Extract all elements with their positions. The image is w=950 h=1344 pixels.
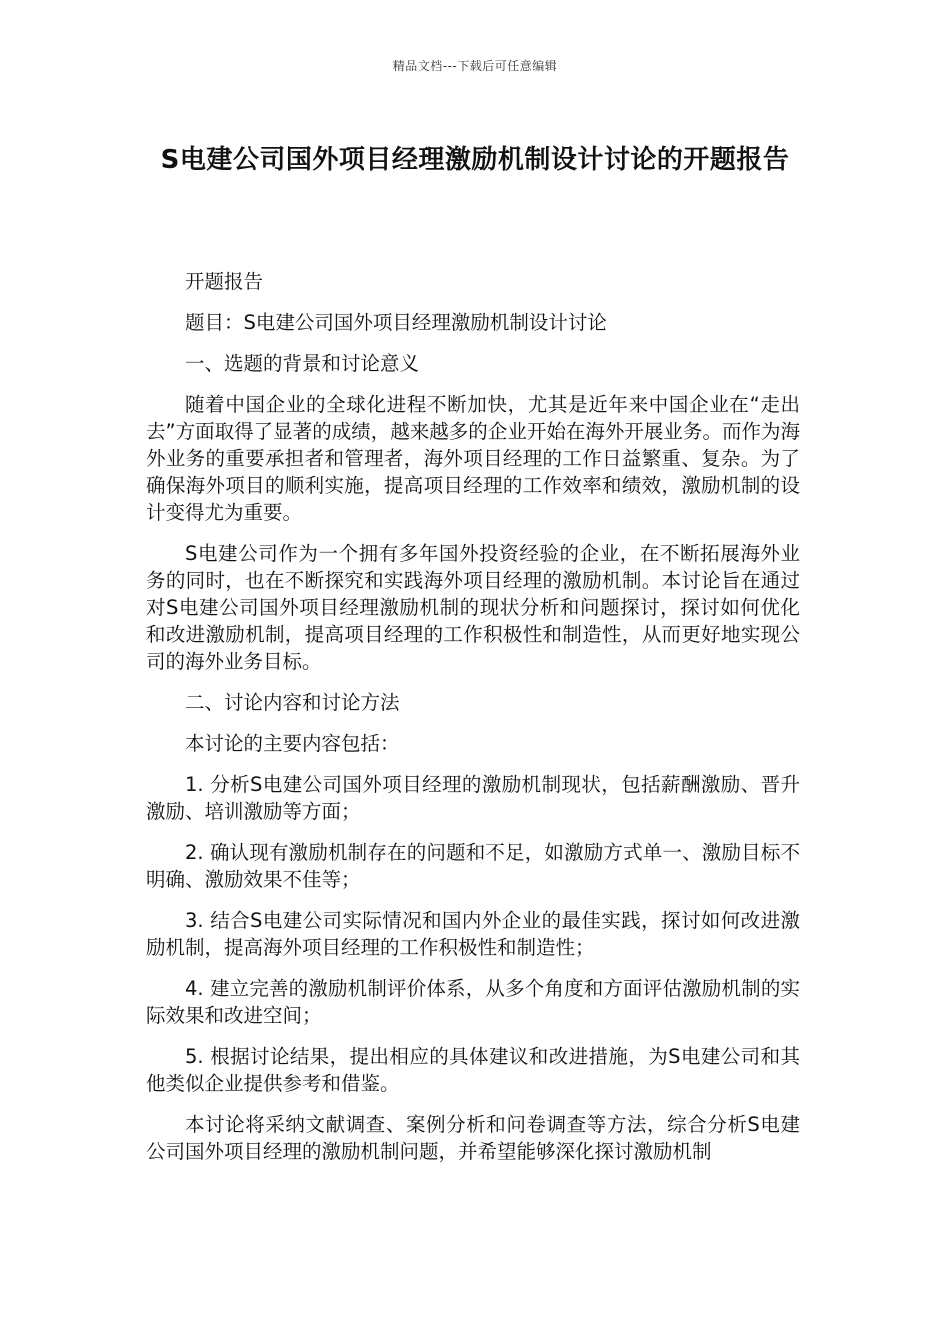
list-item-2: 2. 确认现有激励机制存在的问题和不足，如激励方式单一、激励目标不明确、激励效果不佳等； — [146, 841, 800, 891]
paragraph-background: 随着中国企业的全球化进程不断加快，尤其是近年来中国企业在“走出去”方面取得了显著的成绩，越来越多的企业开始在海外开展业务。而作为海外业务的重要承担者和管理者，海外项目经理的工作日益繁重、复杂。为了确保海外项目的顺利实施，提高项目经理的工作效率和绩效，激励机制的设计变得尤为重要。 — [146, 393, 800, 524]
topic-line: 题目：S电建公司国外项目经理激励机制设计讨论 — [185, 311, 607, 334]
report-label: 开题报告 — [185, 270, 264, 293]
section-heading-content-methods: 二、讨论内容和讨论方法 — [185, 691, 400, 714]
list-item-1: 1. 分析S电建公司国外项目经理的激励机制现状，包括薪酬激励、晋升激励、培训激励等方面； — [146, 773, 800, 823]
list-item-5: 5. 根据讨论结果，提出相应的具体建议和改进措施，为S电建公司和其他类似企业提供参考和借鉴。 — [146, 1045, 800, 1095]
content-intro: 本讨论的主要内容包括： — [185, 732, 400, 755]
list-item-4: 4. 建立完善的激励机制评价体系，从多个角度和方面评估激励机制的实际效果和改进空间； — [146, 977, 800, 1027]
list-item-3: 3. 结合S电建公司实际情况和国内外企业的最佳实践，探讨如何改进激励机制，提高海外项目经理的工作积极性和制造性； — [146, 909, 800, 959]
paragraph-methods: 本讨论将采纳文献调查、案例分析和问卷调查等方法，综合分析S电建公司国外项目经理的激励机制问题，并希望能够深化探讨激励机制 — [146, 1113, 800, 1163]
paragraph-company-intro: S电建公司作为一个拥有多年国外投资经验的企业，在不断拓展海外业务的同时，也在不断探究和实践海外项目经理的激励机制。本讨论旨在通过对S电建公司国外项目经理激励机制的现状分析和问题探讨，探讨如何优化和改进激励机制，提高项目经理的工作积极性和制造性，从而更好地实现公司的海外业务目标。 — [146, 542, 800, 673]
header-note: 精品文档---下载后可任意编辑 — [392, 59, 558, 73]
document-body — [146, 268, 800, 1179]
document-title: S电建公司国外项目经理激励机制设计讨论的开题报告 — [160, 145, 790, 175]
section-heading-background: 一、选题的背景和讨论意义 — [185, 352, 420, 375]
